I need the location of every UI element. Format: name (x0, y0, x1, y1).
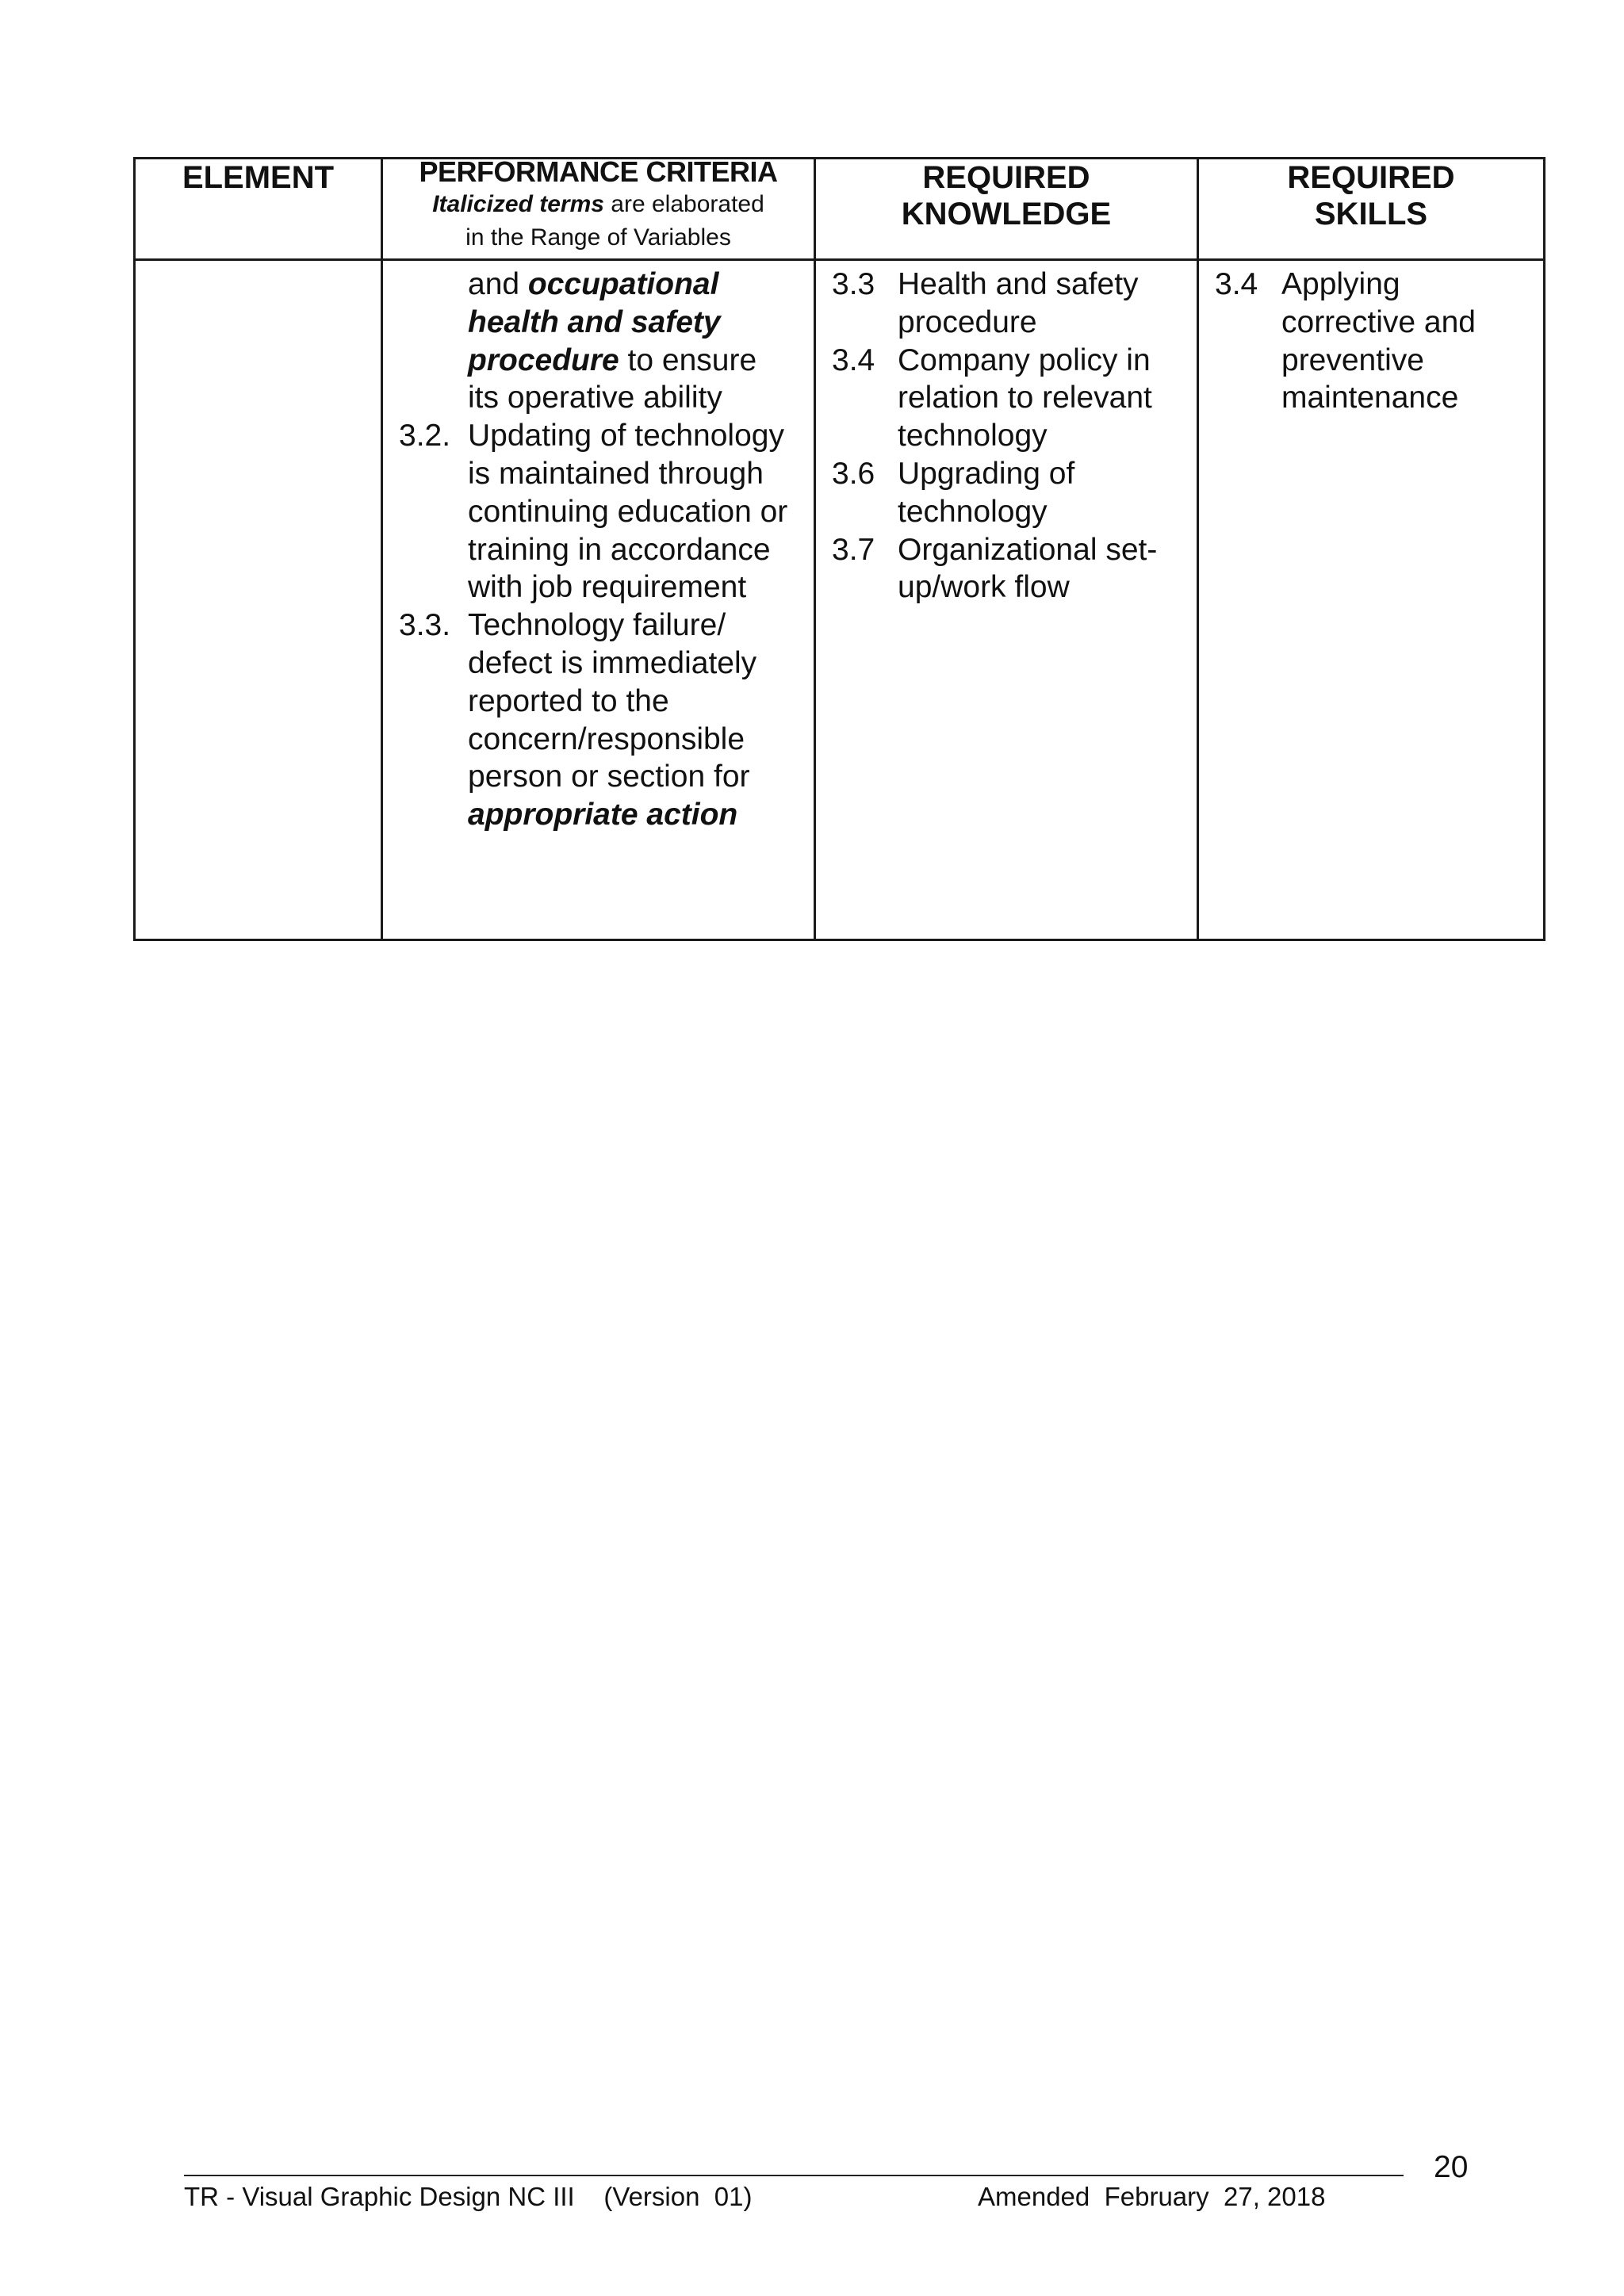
pc-cont-bold-3: procedure (468, 342, 619, 377)
header-element-label: ELEMENT (182, 160, 335, 195)
required-knowledge-cell (815, 260, 1198, 940)
knowledge-number: 3.6 (832, 456, 875, 491)
header-required-knowledge (815, 159, 1198, 260)
pc-cont-text: and (468, 267, 528, 301)
pc-cont-text-4: its operative ability (468, 381, 722, 415)
performance-criteria-cell (382, 260, 815, 940)
pc-item-number: 3.2. (399, 419, 451, 453)
skill-number: 3.4 (1215, 267, 1258, 301)
knowledge-item (832, 342, 1185, 455)
pc-item-text: Updating of technology is maintained through continuing education or training in accordance with job requirement (468, 419, 788, 605)
pc-continuation (399, 266, 798, 417)
knowledge-number: 3.7 (832, 532, 875, 567)
competency-table (133, 157, 1545, 941)
header-pc-note (383, 188, 814, 221)
knowledge-text: Upgrading of technology (898, 456, 1075, 529)
pc-item (399, 607, 798, 834)
pc-item-number: 3.3. (399, 608, 451, 643)
knowledge-number: 3.3 (832, 267, 875, 301)
knowledge-text: Health and safety procedure (898, 267, 1139, 339)
header-skills-line1: REQUIRED (1287, 160, 1455, 195)
knowledge-text: Organizational set-up/work flow (898, 532, 1158, 605)
table-row (135, 260, 1545, 940)
pc-item3-bold: appropriate action (468, 798, 738, 832)
header-performance-criteria (382, 155, 815, 260)
header-pc-note-text: are elaborated (603, 191, 764, 217)
element-cell (135, 260, 382, 940)
pc-cont-bold: occupational (527, 267, 719, 301)
knowledge-number: 3.4 (832, 342, 875, 377)
header-skills-line2: SKILLS (1314, 197, 1428, 232)
footer-document-title: TR - Visual Graphic Design NC III (Version 01) (184, 2182, 753, 2211)
required-skills-cell (1198, 260, 1545, 940)
skill-text: Applying corrective and preventive maintenance (1281, 267, 1476, 415)
knowledge-item (832, 455, 1185, 531)
table-header-row (135, 159, 1545, 260)
header-pc-title: PERFORMANCE CRITERIA (419, 155, 778, 188)
knowledge-text: Company policy in relation to relevant technology (898, 342, 1152, 453)
pc-item (399, 417, 798, 607)
header-required-skills (1198, 159, 1545, 260)
pc-item-text (468, 607, 798, 834)
header-knowledge-line1: REQUIRED (922, 160, 1090, 195)
header-pc-italic: Italicized terms (432, 191, 604, 217)
page-number: 20 (1434, 2150, 1469, 2184)
footer-divider (184, 2175, 1404, 2176)
pc-item3-text: Technology failure/ defect is immediately reported to the concern/responsible person or section for (468, 608, 757, 794)
skill-item (1215, 266, 1532, 417)
pc-cont-text-3: to ensure (619, 342, 757, 377)
header-element (135, 159, 382, 260)
header-knowledge-line2: KNOWLEDGE (901, 197, 1112, 232)
pc-cont-bold-2: health and safety (468, 304, 721, 339)
footer-amended-date: Amended February 27, 2018 (978, 2182, 1326, 2211)
knowledge-item (832, 266, 1185, 342)
knowledge-item (832, 531, 1185, 607)
header-pc-note-line2: in the Range of Variables (465, 224, 731, 251)
